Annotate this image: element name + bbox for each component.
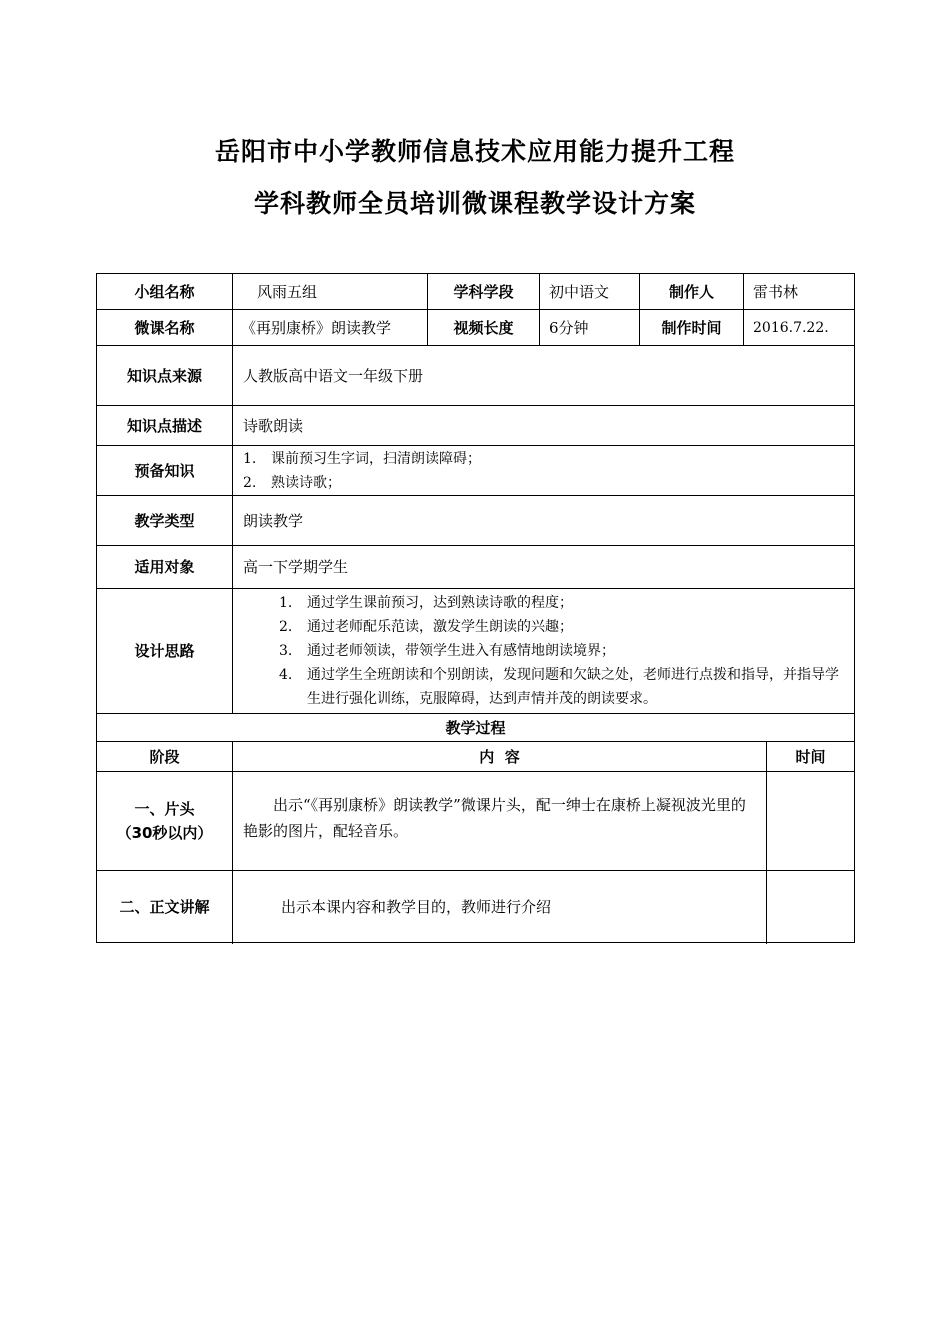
page-title-line1: 岳阳市中小学教师信息技术应用能力提升工程 — [214, 137, 735, 166]
prerequisite-label: 预备知识 — [134, 461, 195, 480]
design-idea-item: 4. 通过学生全班朗读和个别朗读，发现问题和欠缺之处，老师进行点拨和指导，并指导学生进行强化训练，克服障碍，达到声情并茂的朗读要求。 — [279, 667, 839, 707]
process-heading: 教学过程 — [445, 718, 506, 737]
source-value: 人教版高中语文一年级下册 — [243, 366, 424, 385]
process-time — [767, 772, 854, 870]
page-title-line2: 学科教师全员培训微课程教学设计方案 — [253, 189, 696, 218]
design-idea-item: 2. 通过老师配乐范读，激发学生朗读的兴趣； — [279, 619, 573, 635]
audience-label: 适用对象 — [134, 558, 195, 576]
process-content: 出示本课内容和教学目的，教师进行介绍 — [281, 898, 552, 916]
process-time — [767, 871, 854, 943]
prerequisite-list — [233, 446, 854, 495]
audience-value: 高一下学期学生 — [243, 558, 349, 576]
teaching-type-label: 教学类型 — [134, 511, 195, 530]
column-content-header: 内 容 — [479, 747, 520, 766]
design-idea-label: 设计思路 — [134, 642, 195, 660]
teaching-type-value: 朗读教学 — [243, 511, 304, 530]
course-name-label: 微课名称 — [134, 318, 195, 337]
process-stage — [97, 871, 232, 943]
group-name-label: 小组名称 — [134, 282, 195, 301]
column-time-header: 时间 — [795, 747, 826, 766]
video-length-label: 视频长度 — [453, 318, 514, 337]
description-label: 知识点描述 — [126, 416, 202, 435]
author-label: 制作人 — [668, 282, 714, 301]
author-value: 雷书林 — [753, 282, 799, 301]
stage-title: 二、正文讲解 — [119, 898, 210, 916]
source-label: 知识点来源 — [126, 366, 202, 385]
design-idea-list — [233, 589, 854, 713]
prerequisite-item: 1. 课前预习生字词，扫清朗读障碍； — [243, 450, 481, 467]
group-name-value: 风雨五组 — [257, 282, 318, 301]
process-stage — [97, 772, 232, 870]
prerequisite-item: 2. 熟读诗歌； — [243, 474, 341, 491]
description-value: 诗歌朗读 — [243, 416, 304, 435]
subject-label: 学科学段 — [453, 282, 514, 301]
design-table — [96, 273, 855, 943]
design-idea-item: 1. 通过学生课前预习，达到熟读诗歌的程度； — [279, 595, 573, 611]
stage-duration: （30秒以内） — [116, 824, 213, 842]
video-length-value: 6分钟 — [549, 318, 589, 337]
column-stage-header: 阶段 — [149, 747, 180, 766]
design-idea-item: 3. 通过老师领读，带领学生进入有感情地朗读境界； — [279, 643, 615, 659]
date-value: 2016.7.22. — [753, 319, 829, 336]
stage-title: 一、片头 — [134, 800, 195, 818]
subject-value: 初中语文 — [549, 282, 610, 301]
date-label: 制作时间 — [661, 318, 722, 337]
process-content: 出示“《再别康桥》朗读教学”微课片头，配一绅士在康桥上凝视波光里的艳影的图片，配轻音乐。 — [243, 796, 746, 840]
course-name-value: 《再别康桥》朗读教学 — [241, 318, 392, 337]
